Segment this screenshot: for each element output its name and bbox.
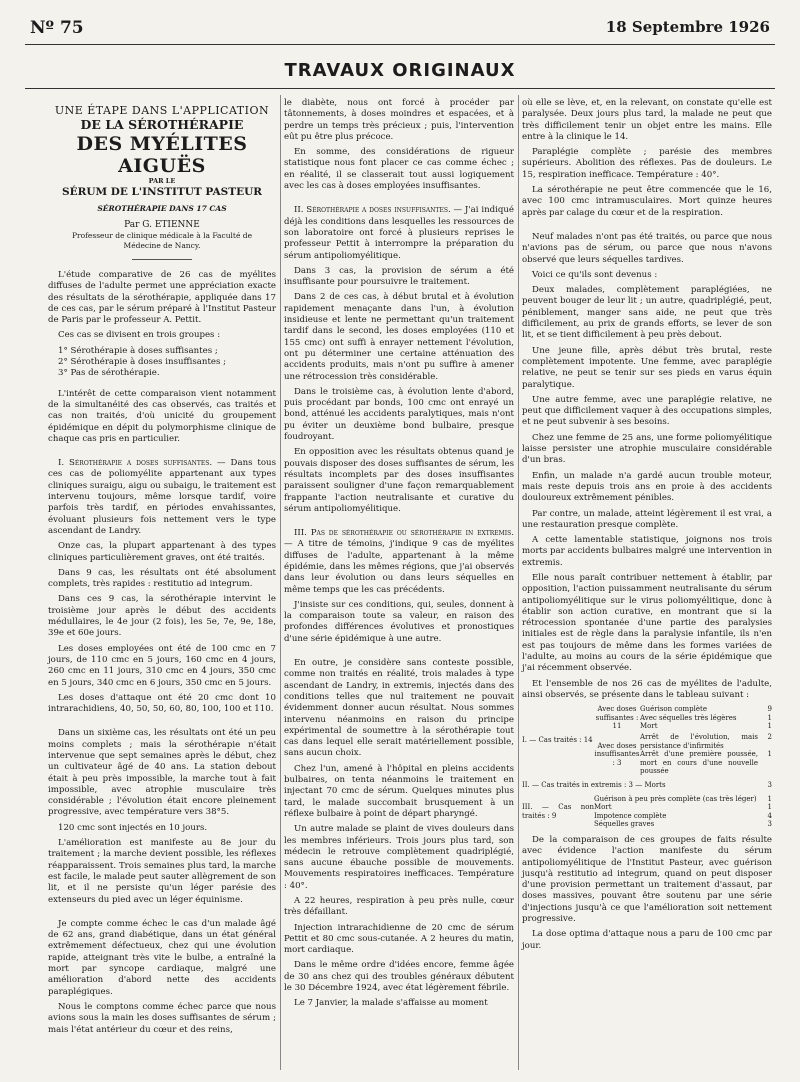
paragraph: Chez l'un, amené à l'hôpital en pleins accidents bulbaires, on tenta néanmoins le traitement en injectant 70 cmc de sérum. Quelques minutes plus tard, le malade succombait brusquement à un réflexe bulbaire à point de départ pharyngé. (284, 763, 514, 819)
paragraph: Paraplégie complète ; parésie des membres supérieurs. Abolition des réflexes. Pas de douleurs. Le 15, respiration inefficace. Température : 40°. (522, 147, 772, 180)
paragraph: Dans 2 de ces cas, à début brutal et à évolution rapidement menaçante dans l'un, à évolution insidieuse et lente ne permettant qu'un traitement tardif dans le second, les doses employées (110 et 155 cmc) ont suffi à enrayer nettement l'évolution, ont pu déterminer une certaine atténuation des accidents produits, mais n'ont pu suffire à amener une rétrocession très considérable. (284, 292, 514, 382)
column-3 (522, 98, 772, 956)
title-rule (132, 259, 192, 260)
section-3-text: — A titre de témoins, j'indique 9 cas de myélites diffuses de l'adulte, appartenant à la même épidémie, dans les mêmes régions, que j'ai observés dans leur évolution ou dans leurs séquelles en même temps que les cas précédents. (284, 539, 514, 595)
table-group-label: III. — Cas non traités : 9 (522, 803, 594, 820)
paragraph: Dans 3 cas, la provision de sérum a été insuffisante pour poursuivre le traitement. (284, 265, 514, 288)
table-subgroup-label: Avec doses suffisantes : 11 (595, 705, 639, 731)
paragraph: où elle se lève, et, en la relevant, on constate qu'elle est paralysée. Deux jours plus tard, la malade ne peut que très difficilement tenir un objet entre les mains. Elle entre à la clinique le 14. (522, 98, 772, 142)
paragraph: A cette lamentable statistique, joignons nos trois morts par accidents bulbaires malgré une intervention in extremis. (522, 535, 772, 568)
paragraph: Voici ce qu'ils sont devenus : (532, 269, 658, 280)
paragraph: Dans le même ordre d'idées encore, femme âgée de 30 ans chez qui des troubles généraux débutent le 30 Décembre 1924, avec état légèrement fébrile. (284, 960, 514, 994)
column-1 (48, 98, 276, 1040)
paragraph: Une jeune fille, après début très brutal, reste complètement impotente. Une femme, avec paraplégie relative, ne peut se tenir sur ses pieds en varus équin paralytique. (522, 345, 772, 390)
paragraph: Dans 9 cas, les résultats ont été absolument complets, très rapides : restitutio ad integrum. (48, 567, 276, 590)
section-2-text: — J'ai indiqué déjà les conditions dans lesquelles les ressources de son laboratoire ont forcé à plusieurs reprises le professeur Pettit à interrompre la préparation du sérum antipoliomyélitique. (284, 205, 515, 261)
paragraph: Ces cas se divisent en trois groupes : (58, 330, 221, 341)
section-rule (25, 88, 775, 89)
paragraph: Dans le troisième cas, à évolution lente d'abord, puis procédant par bonds, 100 cmc ont enrayé un bond, atténué les accidents paralytiques, mais n'ont pu éviter un deuxième bond bulbaire, presque foudroyant. (284, 386, 514, 443)
paragraph: le diabète, nous ont forcé à procéder par tâtonnements, à doses moindres et espacées, et à perdre un temps très précieux ; puis, l'intervention eût pu être plus précoce. (284, 98, 514, 142)
section-1-paragraph (48, 458, 276, 537)
table-group-treated (522, 705, 772, 776)
table-row: Avec séquelles très légères 1 (640, 713, 772, 722)
section-1-text: — Dans tous ces cas de poliomyélite appartenant aux types cliniques suraigu, aigu ou subaigu, le traitement est intervenu toujours, même lorsque tardif, voire parfois très tardif, en périodes envahissantes, évoluant plusieurs fois nettement vers le type ascendant de Landry. (48, 458, 276, 536)
list-item: 2° Sérothérapie à doses insuffisantes ; (58, 357, 227, 368)
section-1-heading: I. Sérothérapie a doses suffisantes. (58, 458, 213, 469)
paragraph: En outre, je considère sans conteste possible, comme non traités en réalité, trois malades à type ascendant de Landry, in extremis, injectés dans des conditions telles que nul traitement ne pouvait évidemment donner aucun résultat. Nous sommes intervenu néanmoins en raison du principe expérimental de soumettre à la sérothérapie tout cas dans lequel elle serait matériellement possible, sans aucun choix. (284, 658, 514, 759)
table-subgroup-label: Avec doses insuffisantes : 3 (594, 741, 640, 767)
section-2-heading: II. Sérothérapie a doses insuffisantes. (294, 205, 451, 216)
table-row: Mort 1 (640, 722, 772, 731)
paragraph: La dose optima d'attaque nous a paru de 100 cmc par jour. (522, 929, 772, 951)
issue-number: Nº 75 (30, 18, 84, 38)
paragraph: Une autre femme, avec une paraplégie relative, ne peut que difficilement vaquer à des occupations simples, et ne peut subvenir à ses besoins. (522, 394, 772, 428)
table-group-untreated (522, 795, 772, 829)
paragraph: Chez une femme de 25 ans, une forme poliomyélitique laisse persister une atrophie musculaire considérable d'un bras. (522, 432, 772, 466)
paragraph: L'étude comparative de 26 cas de myélites diffuses de l'adulte permet une appréciation exacte des résultats de la sérothérapie, appliquée dans 17 de ces cas, par le sérum préparé à l'Institut Pasteur de Paris par le professeur A. Pettit. (48, 270, 276, 326)
article-title-line1: UNE ÉTAPE DANS L'APPLICATION (54, 104, 270, 117)
article-title-line2: DE LA SÉROTHÉRAPIE (80, 117, 244, 132)
paragraph: Un autre malade se plaint de vives douleurs dans les membres inférieurs. Trois jours plus tard, son médecin le retrouve complètement quadriplégié, sans aucune ébauche possible de mouvements. Mouvements respiratoires inefficaces. Température : 40°. (284, 824, 514, 891)
article-author: Par G. ETIENNE (124, 220, 200, 230)
paragraph: Dans un sixième cas, les résultats ont été un peu moins complets ; mais la sérothérapie n'était intervenue que sept semaines après le début, chez un cultivateur âgé de 40 ans. La station debout était à peu près impossible, la marche tout à fait impossible, avec atrophie musculaire très considérable ; l'évolution était encore pleinement progressive, avec température vers 38°5. (48, 728, 276, 818)
paragraph: L'intérêt de cette comparaison vient notamment de la simultanéité des cas observés, cas traités et cas non traités, d'où unicité du groupement épidémique en dépit du polymorphisme clinique de chaque cas pris en particulier. (48, 388, 276, 444)
table-row: Mort 1 (594, 803, 772, 812)
section-title: TRAVAUX ORIGINAUX (284, 60, 516, 81)
article-affiliation: Professeur de clinique médicale à la Faculté de Médecine de Nancy. (71, 231, 253, 250)
paragraph: Elle nous paraît contribuer nettement à établir, par opposition, l'action puissamment neutralisante du sérum antipoliomyélitique sur le virus poliomyélitique, donc à établir son action curative, en montrant que si la rétrocession spontanée d'une partie des paralysies initiales est de règle dans la paralysie infantile, ils n'en est pas toujours de même dans les formes variées de l'adulte, au moins au cours de la série épidémique que j'ai récemment observée. (522, 572, 772, 674)
paragraph: Enfin, un malade n'a gardé aucun trouble moteur, mais reste depuis trois ans en proie à des accidents douloureux extrêmement pénibles. (522, 470, 772, 504)
paragraph: Et l'ensemble de nos 26 cas de myélites de l'adulte, ainsi observés, se présente dans le tableau suivant : (522, 678, 772, 700)
paragraph: Deux malades, complètement paraplégiées, ne peuvent bouger de leur lit ; un autre, quadriplégié, peut, péniblement, manger sans aide, ne peut que très difficilement, au prix de grands efforts, se lever de son lit, et se tient difficilement à peu près debout. (522, 285, 772, 341)
table-row: Séquelles graves 3 (594, 820, 772, 829)
paragraph: A 22 heures, respiration à peu près nulle, cœur très défaillant. (284, 896, 514, 918)
paragraph: L'amélioration est manifeste au 8e jour du traitement ; la marche devient possible, les réflexes réapparaissent. Trois semaines plus tard, la marche est facile, le malade peut sauter allègrement de son lit, et il ne persiste qu'un léger parésie des extenseurs du pied avec un léger équinisme. (48, 838, 276, 905)
paragraph: Onze cas, la plupart appartenant à des types cliniques particulièrement graves, ont été traités. (48, 541, 276, 563)
column-separator (280, 95, 281, 1070)
table-row: Guérison à peu près complète (cas très léger) 1 (594, 794, 772, 803)
paragraph: J'insiste sur ces conditions, qui, seules, donnent à la comparaison toute sa valeur, en raison des profondes différences évolutives et pronostiques d'une série épidémique à une autre. (284, 599, 514, 644)
table-row: Guérison complète 9 (640, 705, 772, 714)
header-rule (25, 44, 775, 45)
table-row: Impotence complète 4 (594, 811, 772, 820)
paragraph: 120 cmc sont injectés en 10 jours. (58, 822, 208, 833)
table-group-in-extremis: II. — Cas traités in extremis : 3 — Morts 3 (522, 781, 772, 789)
table-group-label: I. — Cas traités : 14 (522, 736, 593, 745)
list-item: 3° Pas de sérothérapie. (58, 368, 160, 379)
article-title-line3: DES MYÉLITES AIGUËS (76, 133, 248, 177)
column-2 (284, 98, 514, 1014)
article-title-par-le: PAR LE (148, 177, 176, 185)
section-2-paragraph (284, 205, 514, 261)
paragraph: Par contre, un malade, atteint légèrement il est vrai, a une restauration presque complète. (522, 508, 772, 530)
paragraph: En somme, des considérations de rigueur statistique nous font placer ce cas comme échec ; en réalité, il se classerait tout aussi logiquement avec les cas à doses employées insuffisantes. (284, 147, 514, 192)
paragraph: Les doses employées ont été de 100 cmc en 7 jours, de 110 cmc en 5 jours, 160 cmc en 4 jours, 260 cmc en 11 jours, 310 cmc en 4 jours, 350 cmc en 5 jours, 340 cmc en 6 jours, 350 cmc en 5 jours. (48, 643, 276, 688)
paragraph: Je compte comme échec le cas d'un malade âgé de 62 ans, grand diabétique, dans un état général extrêmement défectueux, chez qui une évolution rapide, atteignant très vite le bulbe, a entraîné la mort par syncope cardiaque, malgré une amélioration d'abord nette des accidents paraplégiques. (48, 918, 276, 997)
paragraph: Dans ces 9 cas, la sérothérapie intervint le troisième jour après le début des accidents médullaires, le 4e jour (2 fois), les 5e, 7e, 9e, 18e, 39e et 60e jours. (48, 594, 276, 639)
paragraph: En opposition avec les résultats obtenus quand je pouvais disposer des doses suffisantes de sérum, les résultats incomplets par des doses insuffisantes paraissent souligner d'une façon remarquablement frappante l'action neutralisante et curative du sérum antipoliomyélitique. (284, 447, 514, 514)
table-row: Arrêt d'une première poussée, mort en cours d'une nouvelle poussée 1 (640, 750, 772, 776)
table-group-label: II. — Cas traités in extremis : 3 (522, 781, 633, 789)
article-subtitle: SÉROTHÉRAPIE DANS 17 CAS (97, 204, 227, 213)
article-title-line4: SÉRUM DE L'INSTITUT PASTEUR (62, 186, 262, 198)
paragraph: Les doses d'attaque ont été 20 cmc dont 10 intrarachidiens, 40, 50, 50, 60, 80, 100, 100 et 110. (48, 692, 276, 715)
paragraph: La sérothérapie ne peut être commencée que le 16, avec 100 cmc intramusculaires. Mort quinze heures après par calage du cœur et de la respiration. (522, 185, 772, 218)
column-separator (518, 95, 519, 1070)
issue-date: 18 Septembre 1926 (605, 18, 770, 36)
paragraph: De la comparaison de ces groupes de faits résulte avec évidence l'action manifeste du sérum antipoliomyélitique de l'Institut Pasteur, avec guérison jusqu'à restitutio ad integrum, quand on peut disposer d'une provision permettant un traitement d'assaut, par doses massives, pouvant être soutenu par une série d'injections jusqu'à ce que l'amélioration soit nettement progressive. (522, 834, 772, 925)
paragraph: Nous le comptons comme échec parce que nous avions sous la main les doses suffisantes de sérum ; mais l'état antérieur du cœur et des reins, (48, 1001, 276, 1035)
paragraph: Injection intrarachidienne de 20 cmc de sérum Pettit et 80 cmc sous-cutanée. A 2 heures du matin, mort cardiaque. (284, 922, 514, 956)
paragraph: Neuf malades n'ont pas été traités, ou parce que nous n'avions pas de sérum, ou parce que nous n'avons observé que leurs séquelles tardives. (522, 231, 772, 265)
table-row: Arrêt de l'évolution, mais persistance d'infirmités 2 (640, 733, 772, 750)
section-3-paragraph (284, 528, 514, 596)
section-3-heading: III. Pas de sérothérapie ou sérothérapie in extremis. (294, 528, 514, 539)
paragraph: Le 7 Janvier, la malade s'affaisse au moment (294, 998, 488, 1009)
list-item: 1° Sérothérapie à doses suffisantes ; (58, 345, 218, 356)
results-table (522, 705, 772, 829)
